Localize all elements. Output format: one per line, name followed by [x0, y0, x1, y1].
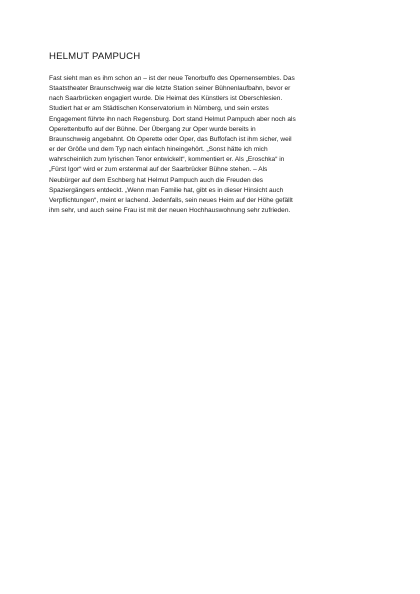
body-line: Operettenbuffo auf der Bühne. Der Übergang zur Oper wurde bereits in: [49, 125, 256, 133]
body-line: Verpflichtungen“, meint er lachend. Jedenfalls, sein neues Heim auf der Höhe gefällt: [49, 196, 293, 204]
body-line: Braunschweig angebahnt. Ob Operette oder Oper, das Buffofach ist ihm sicher, weil: [49, 135, 292, 143]
body-line: nach Saarbrücken engagiert wurde. Die Heimat des Künstlers ist Oberschlesien.: [49, 95, 283, 103]
body-line: Engagement führte ihn nach Regensburg. Dort stand Helmut Pampuch aber noch als: [49, 115, 296, 123]
body-line: wahrscheinlich zum lyrischen Tenor entwickelt“, kommentiert er. Als „Eroschka“ in: [49, 156, 285, 164]
body-line: Neubürger auf dem Eschberg hat Helmut Pampuch auch die Freuden des: [49, 176, 263, 184]
body-line: ihm sehr, und auch seine Frau ist mit der neuen Hochhauswohnung sehr zufrieden.: [49, 207, 291, 215]
body-line: Studiert hat er am Städtischen Konservatorium in Nürnberg, und sein erstes: [49, 105, 269, 113]
body-line: Staatstheater Braunschweig war die letzte Station seiner Bühnenlaufbahn, bevor er: [49, 85, 291, 93]
body-line: Spaziergängers entdeckt. „Wenn man Familie hat, gibt es in dieser Hinsicht auch: [49, 186, 284, 194]
page-title: HELMUT PAMPUCH: [49, 51, 141, 62]
body-line: er der Größe und dem Typ nach einfach hineingehört. „Sonst hätte ich mich: [49, 146, 268, 154]
body-line: Fast sieht man es ihm schon an – ist der neue Tenorbuffo des Opernensembles. Das: [49, 75, 295, 82]
body-line: „Fürst Igor“ wird er zum erstenmal auf der Saarbrücker Bühne stehen. – Als: [49, 166, 268, 174]
article-body: [49, 74, 379, 216]
